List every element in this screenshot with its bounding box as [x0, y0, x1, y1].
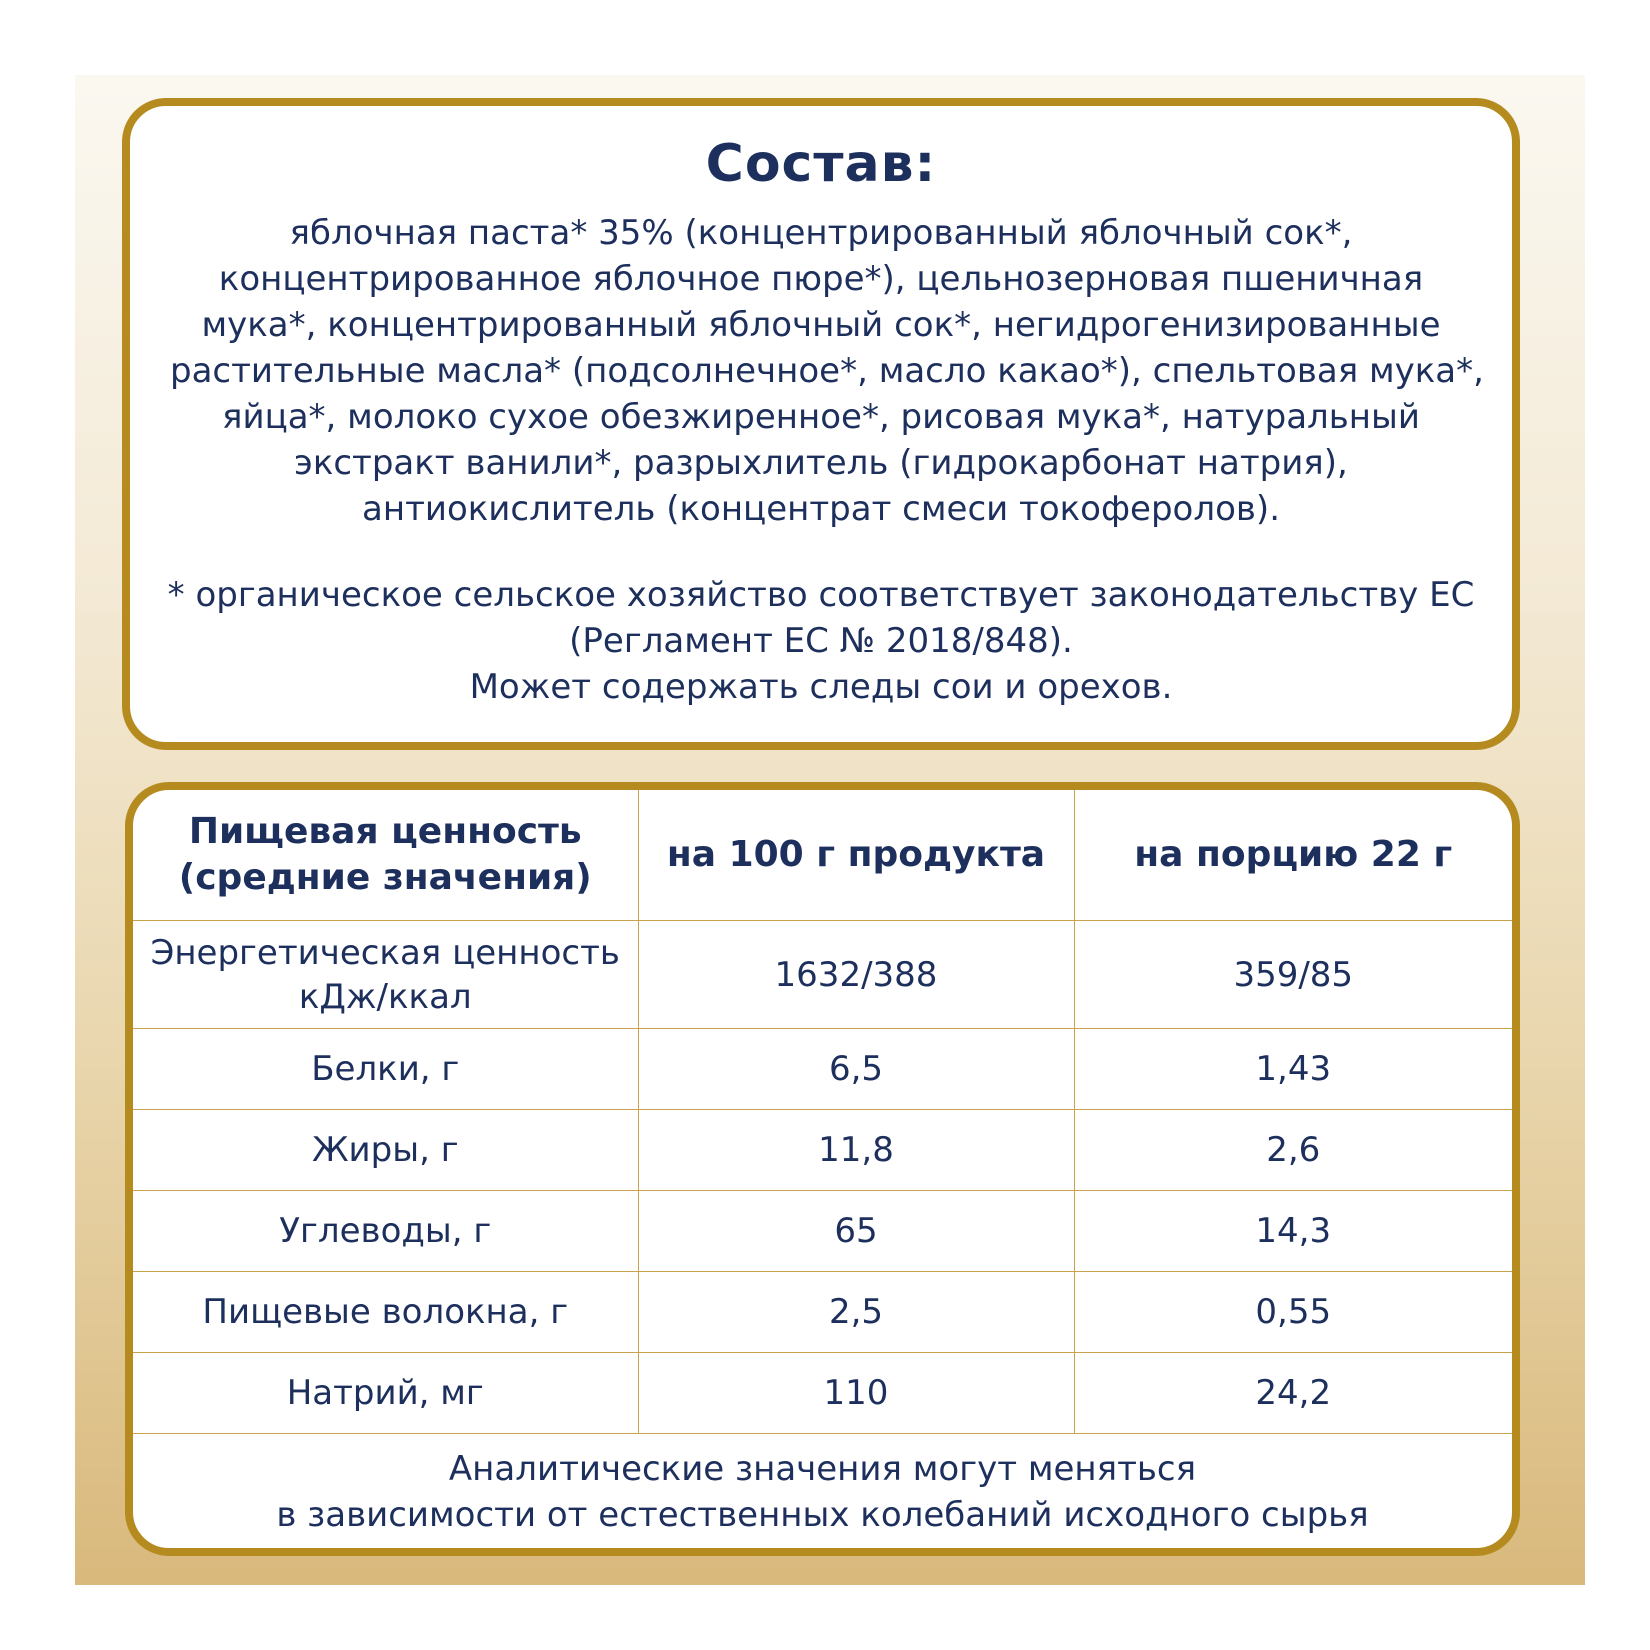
- table-row: [133, 1110, 1512, 1191]
- row-portion: 359/85: [1074, 921, 1512, 1029]
- table-row: [133, 1272, 1512, 1353]
- row-name: Углеводы, г: [133, 1191, 638, 1272]
- organic-note: * органическое сельское хозяйство соответствует законодательству ЕС: [167, 575, 1475, 615]
- row-per100: 1632/388: [638, 921, 1074, 1029]
- header-col1-line1: Пищевая ценность: [188, 811, 582, 852]
- row-name: [133, 921, 638, 1029]
- row-portion: 1,43: [1074, 1029, 1512, 1110]
- header-per-100g: на 100 г продукта: [638, 790, 1074, 921]
- composition-line: мука*, концентрированный яблочный сок*, негидрогенизированные: [201, 305, 1441, 345]
- table-row: [133, 921, 1512, 1029]
- row-per100: 11,8: [638, 1110, 1074, 1191]
- table-row: [133, 1191, 1512, 1272]
- composition-line: концентрированное яблочное пюре*), цельнозерновая пшеничная: [218, 259, 1424, 299]
- nutrition-box: [125, 782, 1520, 1556]
- nutrition-table: [133, 790, 1512, 1434]
- row-portion: 2,6: [1074, 1110, 1512, 1191]
- composition-line: яблочная паста* 35% (концентрированный яблочный сок*,: [289, 213, 1353, 253]
- row-name: Жиры, г: [133, 1110, 638, 1191]
- row-portion: 24,2: [1074, 1353, 1512, 1434]
- row-portion: 0,55: [1074, 1272, 1512, 1353]
- regulation-note: (Регламент ЕС № 2018/848).: [569, 621, 1073, 661]
- composition-line: яйца*, молоко сухое обезжиренное*, рисовая мука*, натуральный: [222, 397, 1420, 437]
- analytical-values-note: [133, 1446, 1512, 1538]
- footer-line: в зависимости от естественных колебаний исходного сырья: [276, 1495, 1369, 1535]
- row-name-line2: кДж/ккал: [298, 976, 472, 1017]
- composition-line: растительные масла* (подсолнечное*, масло какао*), спельтовая мука*,: [170, 351, 1484, 391]
- header-col1-line2: (средние значения): [178, 857, 592, 898]
- row-name-line1: Энергетическая ценность: [150, 932, 620, 973]
- footer-line: Аналитические значения могут меняться: [448, 1449, 1197, 1489]
- row-portion: 14,3: [1074, 1191, 1512, 1272]
- composition-title: Состав:: [705, 134, 937, 194]
- row-per100: 6,5: [638, 1029, 1074, 1110]
- row-per100: 65: [638, 1191, 1074, 1272]
- header-nutrition-value: [133, 790, 638, 921]
- row-name: Натрий, мг: [133, 1353, 638, 1434]
- row-name: Белки, г: [133, 1029, 638, 1110]
- allergen-note: Может содержать следы сои и орехов.: [469, 667, 1173, 707]
- table-row: [133, 1029, 1512, 1110]
- composition-box: [122, 98, 1520, 750]
- composition-line: экстракт ванили*, разрыхлитель (гидрокарбонат натрия),: [294, 443, 1348, 483]
- composition-line: антиокислитель (концентрат смеси токоферолов).: [362, 489, 1280, 529]
- table-header-row: [133, 790, 1512, 921]
- row-per100: 110: [638, 1353, 1074, 1434]
- row-per100: 2,5: [638, 1272, 1074, 1353]
- header-per-portion: на порцию 22 г: [1074, 790, 1512, 921]
- composition-text: [130, 210, 1512, 532]
- row-name: Пищевые волокна, г: [133, 1272, 638, 1353]
- table-row: [133, 1353, 1512, 1434]
- composition-notes: [130, 572, 1512, 710]
